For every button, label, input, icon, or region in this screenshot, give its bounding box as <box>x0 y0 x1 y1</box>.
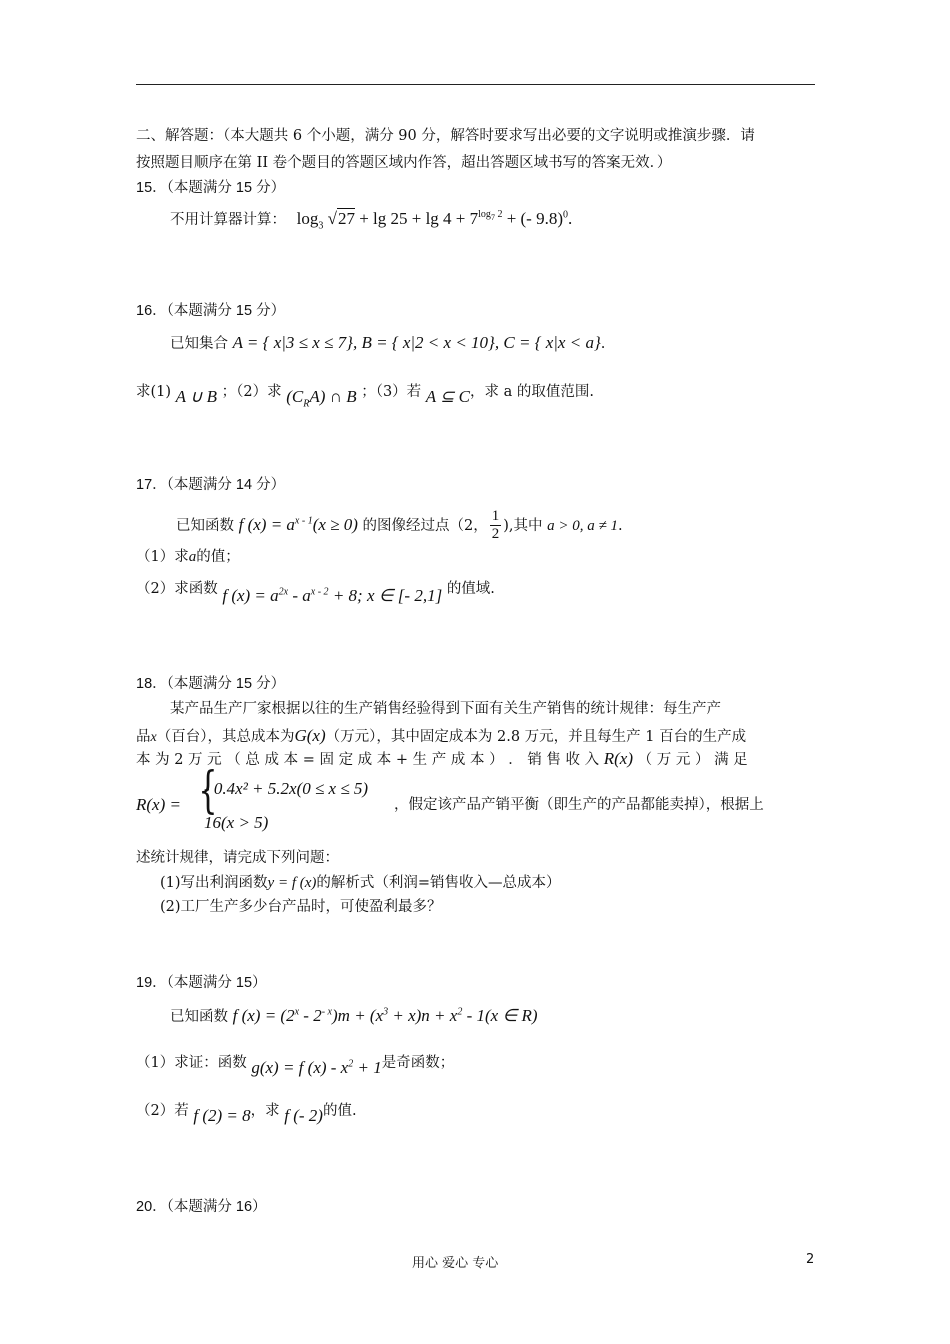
q16-part3-expr: A ⊆ C <box>425 387 470 406</box>
q18-piecewise <box>136 761 816 839</box>
q16-body: 已知集合 A = { x|3 ≤ x ≤ 7}, B = { x|2 < x < 10}, C = { x|x < a}. <box>170 333 606 352</box>
footer-center: 用心 爱心 专心 <box>412 1256 499 1271</box>
q16-set-b: , B = { x|2 < x < 10} <box>352 333 495 352</box>
q18-header: 18．（本题满分 15 分） <box>136 676 286 692</box>
q19-header: 19．（本题满分 15） <box>136 975 267 991</box>
q16-part1-expr: A ∪ B <box>175 387 218 406</box>
section-intro-line1: 二、解答题：（本大题共 6 个小题，满分 90 分，解答时要求写出必要的文字说明或推演步骤．请 <box>136 128 755 144</box>
q16-set-a: A = { x|3 ≤ x ≤ 7} <box>232 333 353 352</box>
q19-function: f $(x) = (2^x - 2^{- x})m + (x^3 + x)n + x^2 - 1(x$ ∈ R) <box>232 1006 538 1025</box>
piecewise-brace: { <box>198 761 218 819</box>
q19-part2-expr2: f (- 2) <box>284 1106 323 1125</box>
q17-fraction: $\frac{1}{2}$ <box>491 508 500 543</box>
q17-body: 已知函数 f $(x) = a^{x - 1}(x \ge 0)$ 的图像经过点（2， $\frac{1}{2}$ ),其中 a > 0, a ≠ 1. <box>176 508 623 543</box>
q18-line2: 品x（百台），其总成本为G(x)（万元），其中固定成本为 2.8 万元，并且每生产 1 百台的生产成 <box>136 726 747 745</box>
q17-part2: （2）求函数 f $(x) = a^{2x} - a^{x - 2} + 8$; x ∈ [- 2,1] 的值域. <box>136 581 495 605</box>
q20-header: 20．（本题满分 16） <box>136 1199 267 1215</box>
q18-line4-tail: ，假定该产品产销平衡（即生产的产品都能卖掉），根据上 <box>394 797 764 813</box>
q15-expression: $\log_3 √27 + \lg 25 + \lg 4 + 7^{log_7 2}$ + (- 9.8)$^0$. <box>296 209 573 232</box>
q18-R-case1: - 0.4x² + 5.2x(0 ≤ x ≤ 5) <box>204 779 369 798</box>
q16-prompt: 已知集合 <box>170 336 228 352</box>
q15-prompt: 不用计算器计算： <box>170 212 286 228</box>
q18-part2: (2)工厂生产多少台产品时，可使盈利最多？ <box>160 899 442 915</box>
section-intro-line2: 按照题目顺序在第 II 卷个题目的答题区域内作答，超出答题区域书写的答案无效．） <box>136 155 672 171</box>
page-number: 2 <box>806 1252 815 1267</box>
q16-set-c: , C = { x|x < a} <box>494 333 601 352</box>
q17-part2-expr: f $(x) = a^{2x} - a^{x - 2} + 8$; x ∈ [- 2,1] <box>222 586 443 605</box>
q18-part1: (1)写出利润函数y = f (x)的解析式（利润=销售收入—总成本） <box>160 875 561 891</box>
q17-function: f $(x) = a^{x - 1}(x \ge 0)$ <box>238 514 358 534</box>
q17-condition: a > 0, a ≠ 1 <box>547 517 618 534</box>
q16-header: 16．（本题满分 15 分） <box>136 303 286 319</box>
q17-header: 17．（本题满分 14 分） <box>136 477 286 493</box>
q18-line1: 某产品生产厂家根据以往的生产销售经验得到下面有关生产销售的统计规律：每生产产 <box>170 701 721 717</box>
q18-line5: 述统计规律，请完成下列问题： <box>136 850 339 866</box>
q19-body: 已知函数 f $(x) = (2^x - 2^{- x})m + (x^3 + x)n + x^2 - 1(x$ ∈ R) <box>170 1006 538 1025</box>
q16-part2-expr: $(C_RA)$ ∩ B <box>286 387 357 410</box>
q15-body <box>170 209 573 232</box>
q16-parts: 求(1) A ∪ B ；（2）求 $(C_RA)$ ∩ B ；（3）若 A ⊆ C，求 a 的取值范围. <box>136 384 594 410</box>
q17-part1: （1）求a的值； <box>136 549 240 565</box>
q19-part1-expr: g(x) = f $(x) - x^2 + 1$ <box>251 1058 382 1077</box>
q15-header: 15．（本题满分 15 分） <box>136 180 286 196</box>
q18-line3: 本 为 2 万 元 （ 总 成 本 = 固 定 成 本 + 生 产 成 本 ） ． 销 售 收 入 R(x) （ 万 元 ） 满 足 <box>136 749 748 768</box>
q18-R-case2: 16(x > 5) <box>204 813 269 832</box>
q19-part1: （1）求证：函数 g(x) = f $(x) - x^2 + 1$是奇函数； <box>136 1055 455 1077</box>
header-rule <box>136 84 815 85</box>
q18-R-lhs: R(x) = <box>136 795 181 814</box>
q19-part2: （2）若 f (2) = 8，求 f (- 2)的值. <box>136 1103 357 1125</box>
q19-part2-expr: f (2) = 8 <box>193 1106 251 1125</box>
